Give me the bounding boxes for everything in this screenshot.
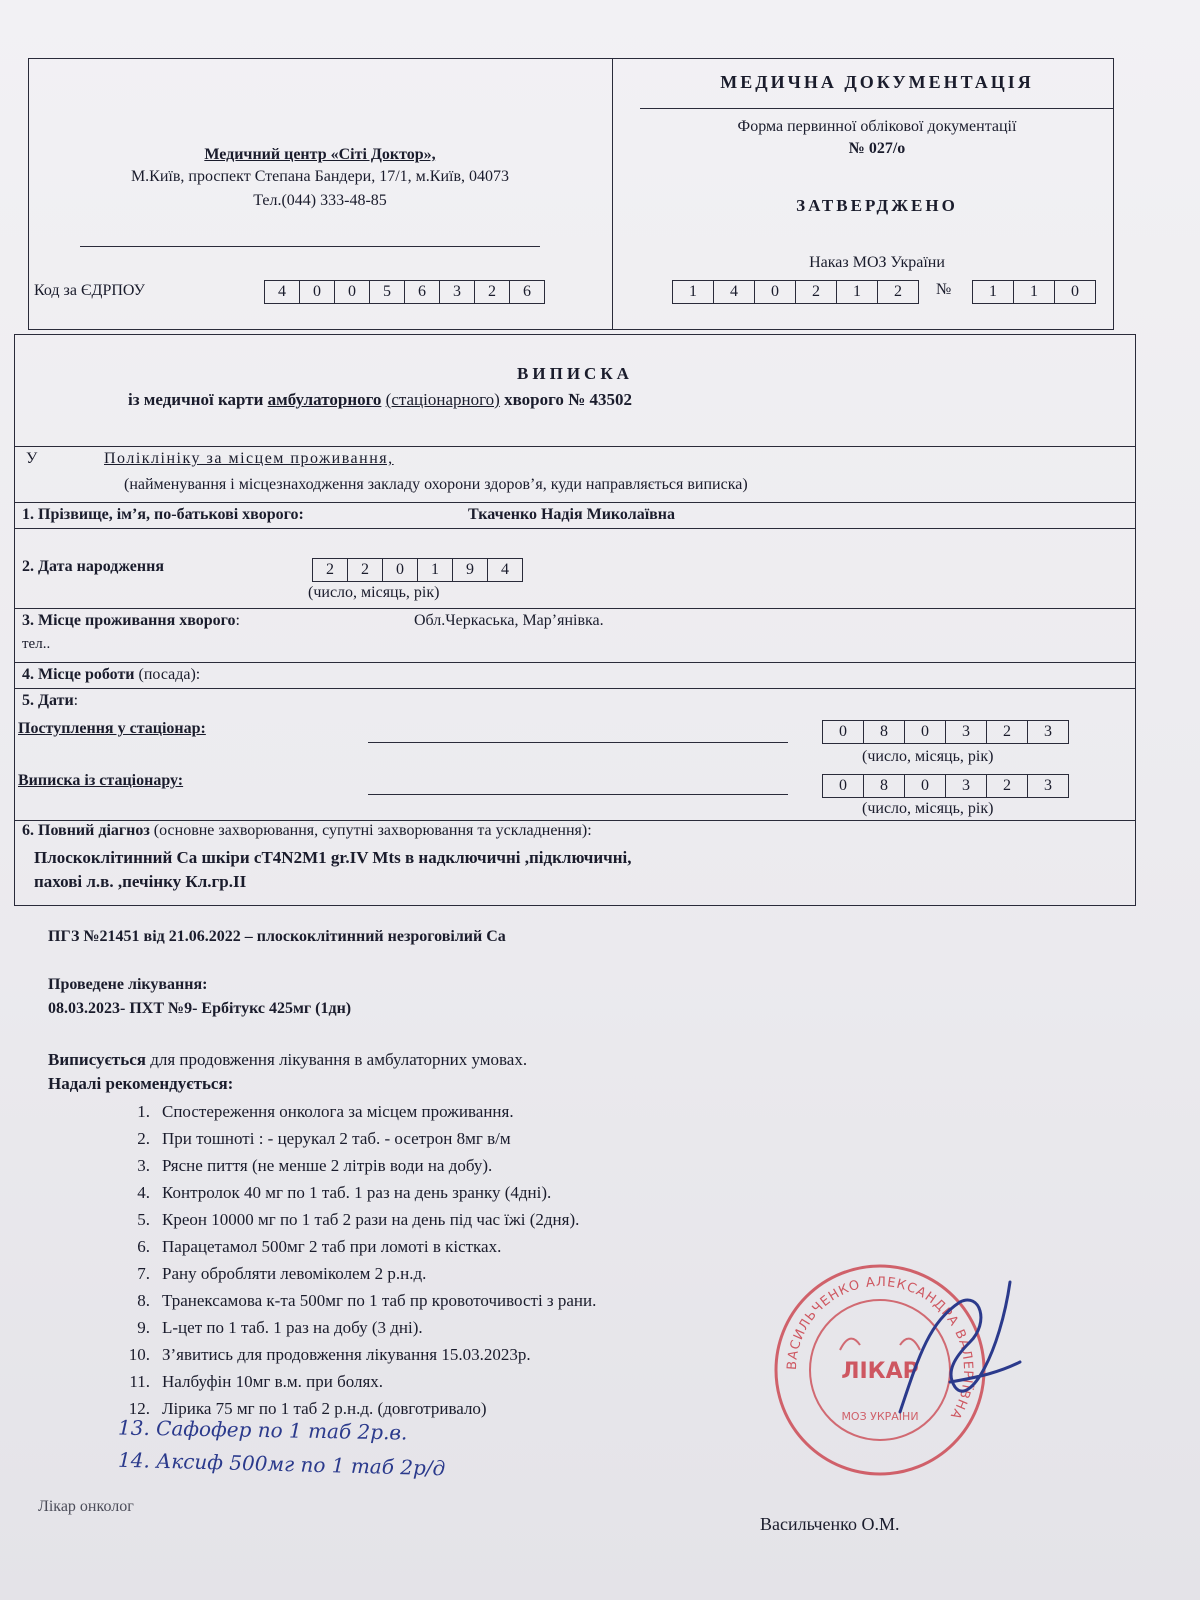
- stamp-ring-text: ВАСИЛЬЧЕНКО АЛЕКСАНДРА ВАЛЕРІЇВНА: [784, 1274, 976, 1423]
- header-divider: [612, 58, 613, 330]
- order-no-digit: 0: [1054, 281, 1096, 303]
- org-name: Медичний центр «Сіті Доктор»,: [204, 146, 436, 163]
- edrpou-digit: 5: [369, 281, 404, 303]
- rule: [14, 502, 1136, 503]
- order-no-sign: №: [936, 281, 952, 298]
- doc-subtitle: [128, 390, 632, 410]
- address-colon: :: [235, 612, 240, 629]
- address-value: Обл.Черкаська, Мар’янівка.: [414, 612, 604, 629]
- subtitle-stationary: (стаціонарного): [385, 390, 500, 409]
- dob-digit: 4: [487, 559, 523, 581]
- discharge-fill-line: [368, 794, 788, 795]
- list-item: 3. Рясне пиття (не менше 2 літрів води на добу).: [137, 1156, 493, 1175]
- subtitle-ambulatory: амбулаторного: [267, 390, 382, 409]
- list-item: 12. Лірика 75 мг по 1 таб 2 р.н.д. (довготривало): [128, 1399, 487, 1418]
- to-prefix: У: [26, 450, 38, 467]
- admission-fill-line: [368, 742, 788, 743]
- work-label-text: 4. Місце роботи: [22, 666, 135, 683]
- work-note: (посада):: [138, 666, 201, 683]
- org-phone: Тел.(044) 333-48-85: [253, 192, 387, 209]
- treatment-label: Проведене лікування:: [48, 976, 208, 993]
- treatment-value: 08.03.2023- ПХТ №9- Ербітукс 425мг (1дн): [48, 1000, 352, 1017]
- dob-label: 2. Дата народження: [22, 558, 164, 575]
- list-item: 5. Креон 10000 мг по 1 таб 2 рази на день під час їжі (2дня).: [137, 1210, 580, 1229]
- admission-note: (число, місяць, рік): [862, 748, 994, 765]
- to-note: (найменування і місцезнаходження закладу охорони здоров’я, куди направляється виписка): [124, 476, 748, 493]
- edrpou-digit: 0: [334, 281, 369, 303]
- dates-label-text: 5. Дати: [22, 692, 74, 709]
- rule: [14, 688, 1136, 689]
- org-address: М.Київ, проспект Степана Бандери, 17/1, м.Київ, 04073: [130, 168, 510, 185]
- approved-label: ЗАТВЕРДЖЕНО: [796, 196, 958, 215]
- order-digit: 0: [754, 281, 795, 303]
- discharge-digit: 8: [863, 775, 904, 797]
- list-item: 8. Транексамова к-та 500мг по 1 таб пр кровоточивості з рани.: [137, 1291, 597, 1310]
- dob-digit: 2: [347, 559, 382, 581]
- dob-digit: 9: [452, 559, 487, 581]
- doc-title: ВИПИСКА: [517, 364, 633, 383]
- edrpou-digit: 6: [509, 281, 545, 303]
- list-item: 4. Контролок 40 мг по 1 таб. 1 раз на день зранку (4дні).: [137, 1183, 552, 1202]
- subtitle-prefix: із медичної карти: [128, 390, 264, 409]
- admission-digit: 3: [945, 721, 986, 743]
- doc-category: МЕДИЧНА ДОКУМЕНТАЦІЯ: [720, 72, 1034, 92]
- dob-digit: 0: [382, 559, 417, 581]
- order-digit: 1: [836, 281, 877, 303]
- dates-label: [22, 692, 78, 710]
- edrpou-digit: 0: [299, 281, 334, 303]
- order-digit: 2: [795, 281, 836, 303]
- admission-digit: 0: [904, 721, 945, 743]
- order-digit: 1: [672, 281, 713, 303]
- discharge-digit: 0: [904, 775, 945, 797]
- order-no-digit: 1: [972, 281, 1013, 303]
- histology: ПГЗ №21451 від 21.06.2022 – плоскоклітинний незроговілий Са: [48, 928, 506, 945]
- dob-digit: 2: [312, 559, 347, 581]
- order-digit: 2: [877, 281, 919, 303]
- recommendations-list: [112, 1098, 596, 1422]
- name-value: Ткаченко Надія Миколаївна: [468, 506, 675, 523]
- org-signature-line: [80, 246, 540, 247]
- order-date: [672, 280, 919, 304]
- list-item: 2. При тошноті : - церукал 2 таб. - осетрон 8мг в/м: [137, 1129, 511, 1148]
- form-line: Форма первинної облікової документації: [737, 118, 1017, 135]
- discharge-note: (число, місяць, рік): [862, 800, 994, 817]
- order-label: Наказ МОЗ України: [809, 254, 945, 271]
- dob-note: (число, місяць, рік): [308, 584, 440, 601]
- dob-digit: 1: [417, 559, 452, 581]
- admission-digit: 0: [822, 721, 863, 743]
- rule: [14, 528, 1136, 529]
- diagnosis-label-text: 6. Повний діагноз: [22, 822, 150, 839]
- form-number: № 027/о: [848, 140, 906, 157]
- discharge-statement: [48, 1050, 527, 1070]
- to-value: Поліклініку за місцем проживання,: [104, 450, 394, 467]
- dob-digits: [312, 558, 523, 582]
- diagnosis-note: (основне захворювання, супутні захворювання та ускладнення):: [153, 822, 592, 839]
- doctor-name: Васильченко О.М.: [760, 1514, 900, 1534]
- doctor-signature: [860, 1262, 1040, 1442]
- edrpou-label: Код за ЄДРПОУ: [34, 282, 145, 299]
- admission-digit: 3: [1027, 721, 1069, 743]
- list-item: 6. Парацетамол 500мг 2 таб при ломоті в кістках.: [137, 1237, 502, 1256]
- rule: [14, 662, 1136, 663]
- admission-digits: [822, 720, 1069, 744]
- discharge-digits: [822, 774, 1069, 798]
- edrpou-code: [264, 280, 545, 304]
- handwritten-item-13: 13. Сафофер по 1 таб 2р.в.: [117, 1415, 408, 1445]
- order-no-digit: 1: [1013, 281, 1054, 303]
- header-right-rule: [640, 108, 1114, 109]
- address-label: [22, 612, 240, 630]
- discharge-digit: 3: [1027, 775, 1069, 797]
- list-item: 11. Налбуфін 10мг в.м. при болях.: [129, 1372, 384, 1391]
- stamp-center-text: ЛІКАР: [841, 1359, 919, 1384]
- discharge-digit: 2: [986, 775, 1027, 797]
- address-label-text: 3. Місце проживання хворого: [22, 612, 236, 629]
- edrpou-digit: 2: [474, 281, 509, 303]
- recommend-label: Надалі рекомендується:: [48, 1074, 234, 1093]
- doctor-label: Лікар онколог: [38, 1498, 134, 1515]
- edrpou-digit: 6: [404, 281, 439, 303]
- rule: [14, 608, 1136, 609]
- list-item: 7. Рану обробляти левоміколем 2 р.н.д.: [137, 1264, 427, 1283]
- list-item: 9. L-цет по 1 таб. 1 раз на добу (3 дні).: [137, 1318, 423, 1337]
- list-item: 1. Спостереження онколога за місцем проживання.: [137, 1102, 514, 1121]
- name-label: 1. Прізвище, ім’я, по-батькові хворого:: [22, 506, 304, 523]
- rule: [14, 820, 1136, 821]
- discharge-label: Виписка із стаціонару:: [18, 772, 184, 789]
- order-number: [972, 280, 1096, 304]
- diagnosis-line-2: пахові л.в. ,печінку Кл.гр.II: [34, 872, 247, 891]
- discharge-digit: 3: [945, 775, 986, 797]
- phone-label: тел..: [22, 636, 51, 652]
- edrpou-digit: 4: [264, 281, 299, 303]
- edrpou-digit: 3: [439, 281, 474, 303]
- discharge-digit: 0: [822, 775, 863, 797]
- order-digit: 4: [713, 281, 754, 303]
- admission-label: Поступлення у стаціонар:: [18, 720, 206, 737]
- diagnosis-label: [22, 822, 592, 840]
- subtitle-suffix: хворого № 43502: [504, 390, 632, 409]
- dates-colon: :: [73, 692, 79, 709]
- discharge-statement-bold: Виписується: [48, 1050, 146, 1069]
- stamp-bottom-text: МОЗ УКРАЇНИ: [841, 1410, 919, 1423]
- admission-digit: 2: [986, 721, 1027, 743]
- admission-digit: 8: [863, 721, 904, 743]
- rule: [14, 446, 1136, 447]
- diagnosis-line-1: Плоскоклітинний Са шкіри сТ4N2M1 gr.IV Mts в надключичні ,підключичні,: [34, 848, 632, 867]
- list-item: 10. З’явитись для продовження лікування 15.03.2023р.: [128, 1345, 531, 1364]
- work-label: [22, 666, 200, 684]
- handwritten-item-14: 14. Аксиф 500мг по 1 таб 2р/д: [117, 1447, 446, 1481]
- discharge-statement-text: для продовження лікування в амбулаторних умовах.: [145, 1050, 528, 1069]
